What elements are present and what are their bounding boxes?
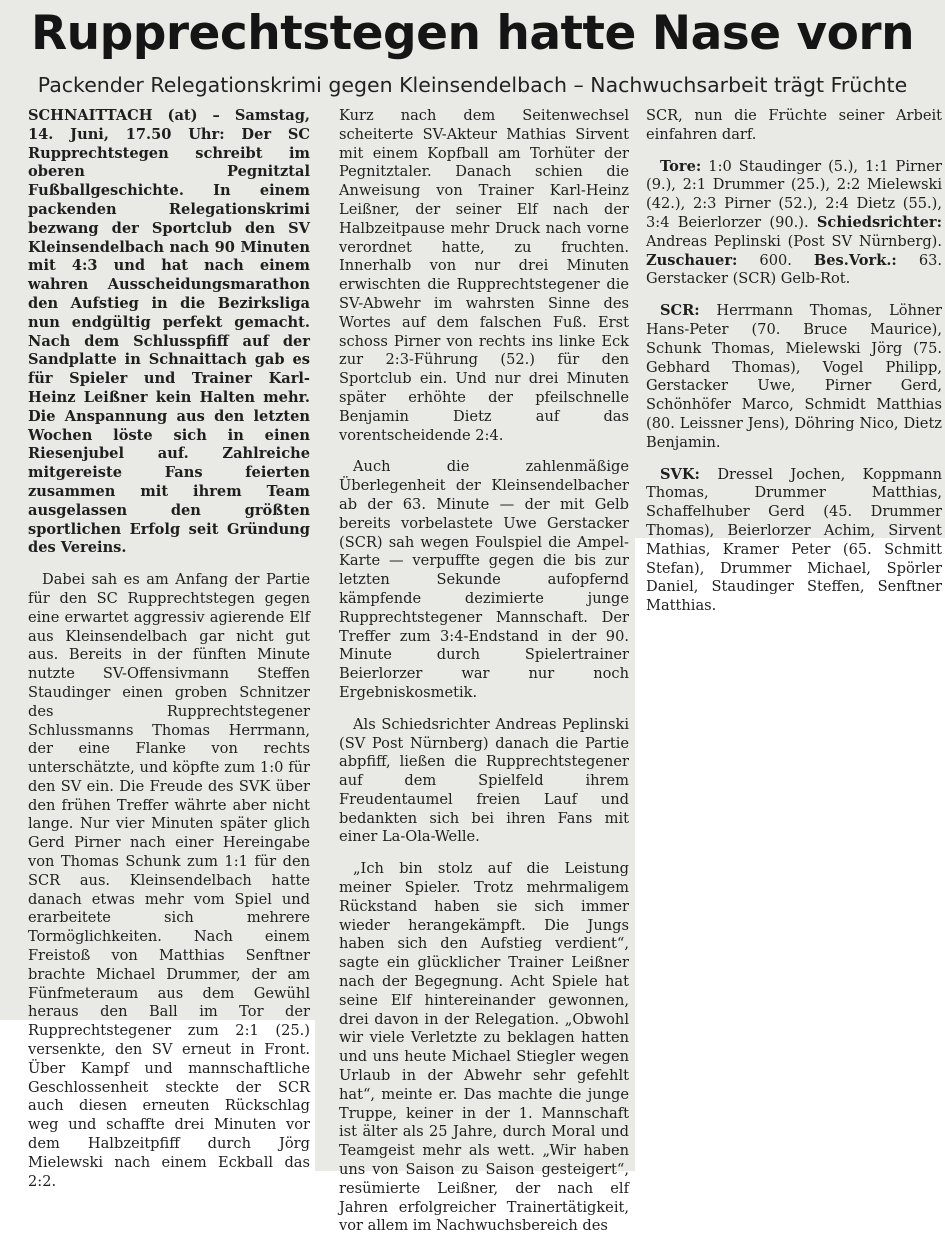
article-column-2 <box>339 107 629 1249</box>
subheadline: Packender Relegationskrimi gegen Kleinsendelbach – Nachwuchsarbeit trägt Früchte <box>37 73 908 97</box>
match-stats <box>646 158 942 290</box>
scr-lineup <box>646 302 942 452</box>
incidents-label: Bes.Vork.: <box>813 251 897 269</box>
article-column-3 <box>646 107 942 629</box>
svk-lineup <box>646 466 942 616</box>
article-paragraph: Als Schiedsrichter Andreas Peplinski (SV Post Nürnberg) danach die Partie abpfiff, ließen die Rupprechtstegener auf dem Spielfeld ihrem Freudentaumel freien Lauf und bedankten sich bei ihren Fans mit einer La-Ola-Welle. <box>339 715 629 846</box>
goals-label: Tore: <box>660 157 702 175</box>
spectators-text: 600. <box>759 251 792 269</box>
lead-paragraph: SCHNAITTACH (at) – Samstag, 14. Juni, 17.50 Uhr: Der SC Rupprechtstegen schreibt im oberen Pegnitztal Fußballgeschichte. In einem packenden Relegationskrimi bezwang der Sportclub den SV Kleinsendelbach nach 90 Minuten mit 4:3 und hat nach einem wahren Ausscheidungsmarathon den Aufstieg in die Bezirksliga nun endgültig perfekt gemacht. Nach dem Schlusspfiff auf der Sandplatte in Schnaittach gab es für Spieler und Trainer Karl-Heinz Leißner kein Halten mehr. Die Anspannung aus den letzten Wochen löste sich in einen Riesenjubel auf. Zahlreiche mitgereiste Fans feierten zusammen mit ihrem Team ausgelassen den größten sportlichen Erfolg seit Gründung des Vereins. <box>28 107 310 557</box>
headline: Rupprechtstegen hatte Nase vorn <box>30 6 915 61</box>
article-paragraph: Dabei sah es am Anfang der Partie für den SC Rupprechtstegen gegen eine erwartet aggressiv agierende Elf aus Kleinsendelbach gar nicht gut aus. Bereits in der fünften Minute nutzte SV-Offensivmann Steffen Staudinger einen groben Schnitzer des Rupprechtstegener Schlussmanns Thomas Herrmann, der eine Flanke von rechts unterschätzte, und köpfte zum 1:0 für den SV ein. Die Freude des SVK über den frühen Treffer währte aber nicht lange. Nur vier Minuten später glich Gerd Pirner nach einer Hereingabe von Thomas Schunk zum 1:1 für den SCR aus. Kleinsendelbach hatte danach etwas mehr vom Spiel und erarbeitete sich mehrere Tormöglichkeiten. Nach einem Freistoß von Matthias Senftner brachte Michael Drummer, der am Fünfmeteraum aus dem Gewühl heraus den Ball im Tor der Rupprechtstegener zum 2:1 (25.) versenkte, den SV erneut in Front. Über Kampf und mannschaftliche Geschlossenheit steckte der SCR auch diesen erneuten Rückschlag weg und schaffte drei Minuten vor dem Halbzeitpfiff durch Jörg Mielewski nach einem Eckball das 2:2. <box>28 571 310 1190</box>
article-paragraph: Kurz nach dem Seitenwechsel scheiterte SV-Akteur Mathias Sirvent mit einem Kopfball am Torhüter der Pegnitztaler. Danach schien die Anweisung von Trainer Karl-Heinz Leißner, der seiner Elf nach der Halbzeitpause mehr Druck nach vorne verordnet hatte, zu fruchten. Innerhalb von nur drei Minuten erwischten die Rupprechtstegener die SV-Abwehr im wahrsten Sinne des Wortes auf dem falschen Fuß. Erst schoss Pirner von rechts ins linke Eck zur 2:3-Führung (52.) für den Sportclub ein. Und nur drei Minuten später erhöhte der pfeilschnelle Benjamin Dietz auf das vorentscheidende 2:4. <box>339 107 629 444</box>
article-paragraph: SCR, nun die Früchte seiner Arbeit einfahren darf. <box>646 107 942 143</box>
svk-players: Dressel Jochen, Koppmann Thomas, Drummer Matthias, Schaffelhuber Gerd (45. Drummer Thomas), Beierlorzer Achim, Sirvent Mathias, Kramer Peter (65. Schmitt Stefan), Drummer Michael, Spörler Daniel, Staudinger Steffen, Senftner Matthias. <box>646 465 942 615</box>
article-paragraph: „Ich bin stolz auf die Leistung meiner Spieler. Trotz mehrmaligem Rückstand haben sie sich immer wieder herangekämpft. Die Jungs haben sich den Aufstieg verdient“, sagte ein glücklicher Trainer Leißner nach der Begegnung. Acht Spiele hat seine Elf hintereinander gewonnen, drei davon in der Relegation. „Obwohl wir viele Verletzte zu beklagen hatten und uns heute Michael Stiegler wegen Urlaub in der Abwehr sehr gefehlt hat“, meinte er. Das machte die junge Truppe, keiner in der 1. Mannschaft ist älter als 25 Jahre, durch Moral und Teamgeist mehr als wett. „Wir haben uns von Saison zu Saison gesteigert“, resümierte Leißner, der nach elf Jahren erfolgreicher Trainertätigkeit, vor allem im Nachwuchsbereich des <box>339 860 629 1235</box>
scr-players: Herrmann Thomas, Löhner Hans-Peter (70. Bruce Maurice), Schunk Thomas, Mielewski Jörg (75. Gebhard Thomas), Vogel Philipp, Gerstacker Uwe, Pirner Gerd, Schönhöfer Marco, Schmidt Matthias (80. Leissner Jens), Döhring Nico, Dietz Benjamin. <box>646 302 942 451</box>
referee-text: Andreas Peplinski (Post SV Nürnberg). <box>646 232 942 250</box>
scr-label: SCR: <box>660 302 700 320</box>
referee-label: Schiedsrichter: <box>816 213 943 231</box>
spectators-label: Zuschauer: <box>646 251 738 269</box>
goals-text: 1:0 Staudinger (5.), 1:1 Pirner (9.), 2:1 Drummer (25.), 2:2 Mielewski (42.), 2:3 Pirner (52.), 2:4 Dietz (55.), 3:4 Beierlorzer (90.). <box>646 157 942 231</box>
svk-label: SVK: <box>660 465 700 483</box>
article-column-1 <box>28 107 310 1204</box>
incidents-text: 63. Gerstacker (SCR) Gelb-Rot. <box>646 251 943 288</box>
article-paragraph: Auch die zahlenmäßige Überlegenheit der Kleinsendelbacher ab der 63. Minute — der mit Gelb bereits vorbelastete Uwe Gerstacker (SCR) sah wegen Foulspiel die Ampel-Karte — verpuffte gegen die bis zur letzten Sekunde aufopfernd kämpfende dezimierte junge Rupprechtstegener Mannschaft. Der Treffer zum 3:4-Endstand in der 90. Minute durch Spielertrainer Beierlorzer war nur noch Ergebniskosmetik. <box>339 458 629 701</box>
